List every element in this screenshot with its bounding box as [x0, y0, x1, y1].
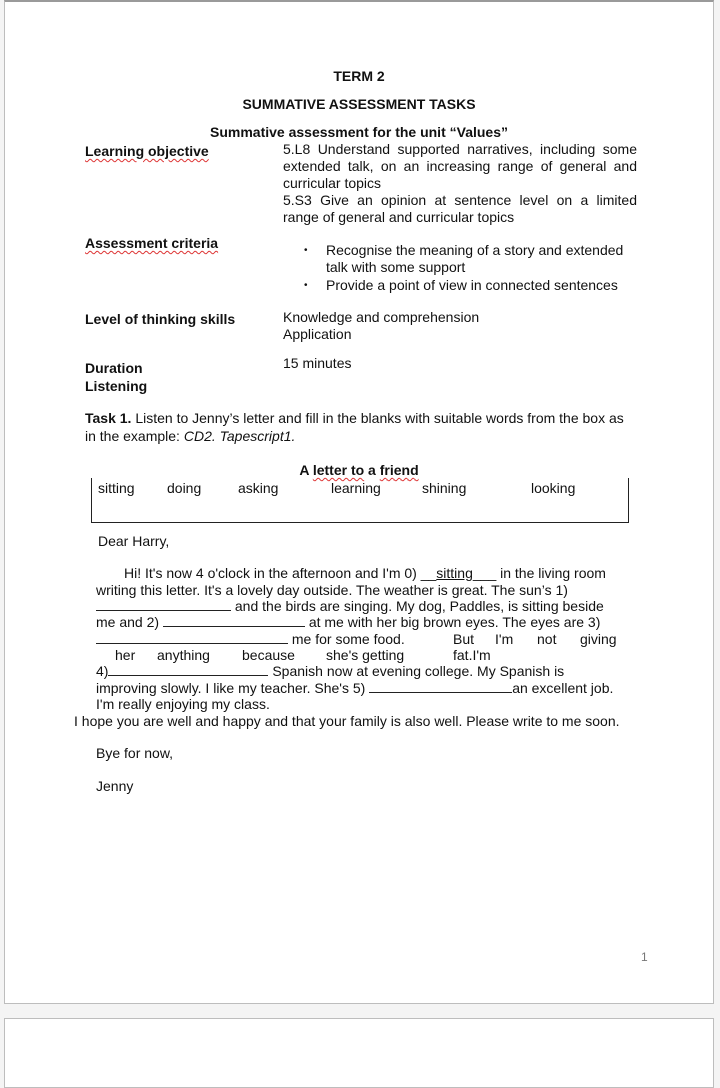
criteria-item-2: Provide a point of view in connected sentences: [326, 277, 618, 293]
title-part: friend: [379, 462, 419, 478]
text: she's getting: [326, 647, 405, 663]
text: But: [453, 631, 475, 647]
answer-blank-5[interactable]: [369, 680, 512, 693]
task-instruction-line2: [85, 428, 295, 444]
text: not: [537, 631, 557, 647]
thinking-skill-1: Knowledge and comprehension: [283, 309, 480, 325]
box-word: sitting: [98, 480, 135, 496]
answer-blank-4[interactable]: [108, 663, 268, 676]
answer-blank-2[interactable]: [163, 614, 305, 627]
title-part: A: [299, 462, 313, 478]
example-answer: sitting: [436, 565, 473, 581]
document-page-2: [4, 1018, 714, 1088]
term-heading: TERM 2: [333, 68, 385, 84]
text: Spanish now at evening college. My Spanish is: [268, 663, 565, 679]
text: at me with her big brown eyes. The eyes are 3): [304, 614, 601, 630]
task-instruction: [85, 410, 624, 426]
text: giving: [580, 631, 617, 647]
task-instruction-text: Listen to Jenny’s letter and fill in the blanks with suitable words from the box as: [131, 410, 624, 426]
letter-signature: Jenny: [96, 778, 134, 794]
text: anything: [157, 647, 210, 663]
task-instruction-text2: in the example:: [85, 428, 184, 444]
text: her: [115, 647, 136, 663]
letter-greeting: Dear Harry,: [98, 533, 170, 549]
word-box-title: [5, 462, 713, 478]
answer-blank-3[interactable]: [96, 631, 288, 644]
text: me and 2): [96, 614, 163, 630]
letter-line-2: writing this letter. It's a lovely day outside. The weather is great. The sun’s 1): [96, 582, 568, 598]
page-title: SUMMATIVE ASSESSMENT TASKS: [242, 96, 476, 112]
letter-closing: Bye for now,: [96, 745, 174, 761]
text: because: [242, 647, 295, 663]
letter-line-1: [124, 565, 606, 581]
letter-line-8: [96, 680, 613, 696]
learning-objective-label: Learning objective: [85, 143, 209, 159]
letter-line-5: [96, 631, 618, 647]
text: I'm: [495, 631, 514, 647]
duration-label: Duration: [85, 360, 143, 376]
box-word: looking: [531, 480, 576, 496]
text: Hi! It's now 4 o'clock in the afternoon and I'm 0) __: [124, 565, 437, 581]
criteria-item-1-cont: talk with some support: [326, 259, 466, 275]
text: fat.I'm: [453, 647, 491, 663]
text: 4): [96, 663, 109, 679]
bullet-icon: •: [304, 280, 308, 291]
word-box: [91, 478, 629, 523]
text: me for some food.: [288, 631, 405, 647]
assessment-criteria-label: Assessment criteria: [85, 235, 219, 251]
document-page-1: [4, 0, 714, 1004]
box-word: asking: [238, 480, 279, 496]
duration-value: 15 minutes: [283, 355, 352, 371]
thinking-skill-2: Application: [283, 326, 352, 342]
answer-blank-1[interactable]: [96, 598, 231, 611]
text: an excellent job.: [512, 680, 614, 696]
unit-subtitle: Summative assessment for the unit “Values”: [210, 124, 508, 140]
letter-line-9: I'm really enjoying my class.: [96, 696, 270, 712]
listening-label: Listening: [85, 378, 148, 394]
criteria-item-1: Recognise the meaning of a story and extended: [326, 242, 624, 258]
letter-line-10: I hope you are well and happy and that your family is also well. Please write to me soon.: [74, 713, 620, 729]
text: and the birds are singing. My dog, Paddles, is sitting beside: [231, 598, 604, 614]
task-source: CD2. Tapescript1.: [183, 428, 296, 444]
page-number: 1: [641, 950, 648, 964]
box-word: shining: [422, 480, 467, 496]
learning-objective-1: 5.L8 Understand supported narratives, including some extended talk, on an increasing range of general and curricular topics: [283, 141, 637, 191]
letter-line-7: [96, 663, 564, 679]
text: ___ in the living room: [472, 565, 606, 581]
letter-line-4: [96, 614, 600, 630]
title-part: a: [364, 462, 380, 478]
letter-line-3: [96, 598, 604, 614]
title-part: letter to: [312, 462, 365, 478]
box-word: learning: [331, 480, 381, 496]
learning-objective-2: 5.S3 Give an opinion at sentence level on a limited range of general and curricular topics: [283, 192, 637, 225]
thinking-skills-label: Level of thinking skills: [85, 311, 236, 327]
text: improving slowly. I like my teacher. She's 5): [96, 680, 370, 696]
task-title: Task 1.: [85, 410, 132, 426]
box-word: doing: [167, 480, 202, 496]
bullet-icon: •: [304, 245, 308, 256]
